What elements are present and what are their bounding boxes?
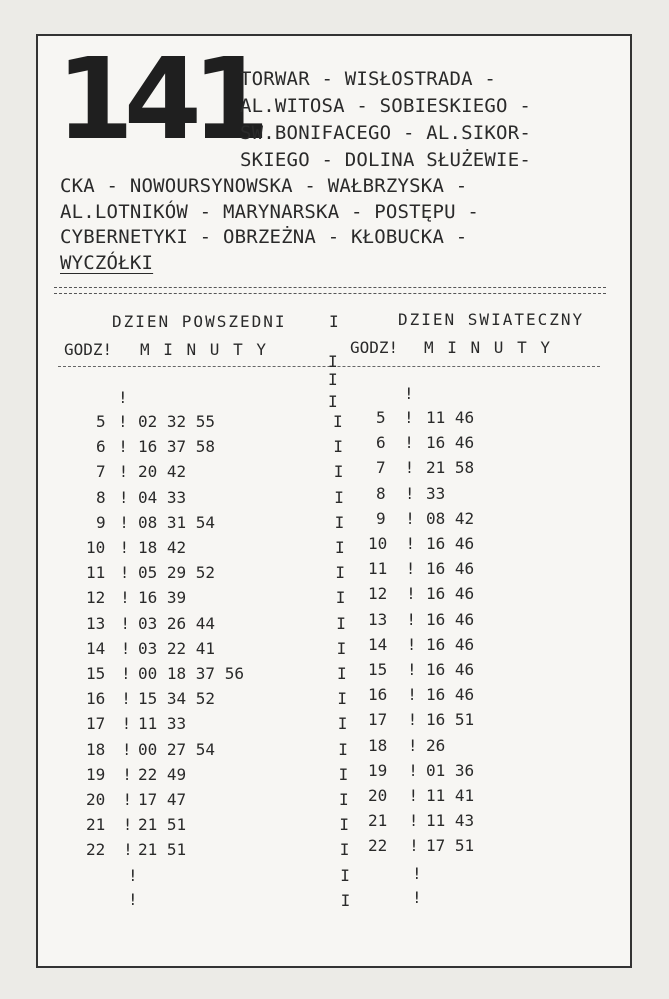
- weekday-hour: 6: [96, 437, 106, 457]
- separator-mark: I: [334, 487, 344, 507]
- weekday-hour: 7: [96, 462, 106, 482]
- holiday-bang: !: [407, 710, 418, 730]
- holiday-hour: 21: [368, 811, 388, 831]
- weekday-hour: 5: [96, 412, 106, 431]
- double-rule-bottom: [54, 293, 606, 294]
- stops-line: SKIEGO - DOLINA SŁUŻEWIE-: [240, 149, 531, 171]
- holiday-bang: !: [404, 483, 415, 503]
- weekday-minutes: 21 51: [138, 840, 187, 860]
- holiday-minutes: 16 46: [426, 559, 475, 579]
- holiday-title: DZIEN SWIATECZNY: [398, 310, 585, 329]
- holiday-minutes: 16 46: [426, 660, 475, 679]
- terminal-stop: WYCZÓŁKI: [60, 251, 154, 274]
- weekday-minutes: 04 33: [138, 487, 187, 507]
- holiday-bang: !: [412, 888, 422, 907]
- stops-line: AL.WITOSA - SOBIESKIEGO -: [240, 95, 531, 117]
- stops-line: SW.BONIFACEGO - AL.SIKOR-: [240, 122, 531, 144]
- holiday-minutes: 16 51: [426, 710, 475, 730]
- holiday-hour: 19: [368, 760, 388, 780]
- stops-line: AL.LOTNIKÓW - MARYNARSKA - POSTĘPU -: [60, 200, 480, 223]
- holiday-minutes: 01 36: [426, 760, 475, 780]
- weekday-hour: 11: [86, 563, 106, 583]
- weekday-hour: 9: [96, 512, 106, 532]
- holiday-minutes: 11 43: [426, 811, 475, 831]
- holiday-minutes: 16 46: [426, 685, 475, 705]
- separator-mark: I: [339, 840, 350, 860]
- weekday-minutes: 08 31 54: [138, 512, 216, 532]
- weekday-minutes: 03 22 41: [138, 638, 216, 658]
- separator-mark: I: [328, 392, 338, 411]
- holiday-hour: 10: [368, 534, 388, 553]
- weekday-minutes: 05 29 52: [138, 563, 216, 583]
- weekday-minutes: 16 39: [138, 588, 187, 608]
- holiday-bang: !: [408, 760, 418, 780]
- holiday-hour-label: GODZ!: [350, 338, 399, 357]
- separator-mark: I: [333, 412, 343, 431]
- separator-mark: I: [338, 739, 348, 759]
- holiday-bang: !: [412, 864, 422, 883]
- stops-line: CYBERNETYKI - OBRZEŻNA - KŁOBUCKA -: [60, 226, 468, 248]
- weekday-bang: !: [121, 714, 132, 734]
- weekday-minutes: 22 49: [138, 764, 187, 784]
- holiday-bang: !: [404, 384, 414, 403]
- separator-mark: I: [337, 664, 347, 683]
- weekday-bang: !: [118, 388, 128, 407]
- holiday-hour: 13: [368, 609, 388, 629]
- weekday-hour: 22: [86, 840, 106, 860]
- double-rule-top: [54, 287, 606, 288]
- holiday-bang: !: [409, 836, 419, 856]
- separator-mark: I: [335, 588, 346, 608]
- separator-mark: I: [328, 352, 338, 371]
- separator-mark: I: [337, 714, 348, 734]
- weekday-hour: 18: [86, 739, 106, 759]
- weekday-minutes: 20 42: [138, 462, 187, 482]
- holiday-hour: 11: [368, 559, 388, 579]
- weekday-hour-label: GODZ!: [64, 340, 113, 359]
- holiday-minutes: 21 58: [426, 458, 475, 478]
- weekday-bang: !: [118, 462, 129, 482]
- weekday-bang: !: [119, 512, 129, 532]
- holiday-bang: !: [406, 634, 417, 654]
- weekday-minutes: 03 26 44: [138, 613, 216, 633]
- holiday-minutes: 11 46: [426, 408, 475, 427]
- separator-mark: I: [333, 462, 344, 482]
- separator-mark: I: [340, 890, 351, 910]
- holiday-bang: !: [406, 584, 416, 604]
- holiday-bang: !: [404, 408, 414, 427]
- holiday-bang: !: [407, 685, 417, 705]
- weekday-bang: !: [121, 739, 132, 759]
- weekday-minutes: 00 18 37 56: [138, 664, 244, 683]
- weekday-bang: !: [122, 815, 133, 835]
- holiday-hour: 17: [368, 710, 388, 730]
- holiday-minutes: 17 51: [426, 836, 475, 856]
- holiday-hour: 14: [368, 634, 388, 654]
- holiday-hour: 12: [368, 584, 388, 604]
- weekday-bang: !: [118, 437, 128, 457]
- stops-line: TORWAR - WISŁOSTRADA -: [240, 68, 497, 90]
- holiday-hour: 20: [368, 786, 388, 805]
- weekday-bang: !: [120, 613, 131, 633]
- weekday-bang: !: [118, 412, 128, 431]
- holiday-hour: 18: [368, 735, 388, 755]
- separator-mark: I: [337, 689, 348, 709]
- weekday-bang: !: [123, 840, 133, 860]
- holiday-minutes: 16 46: [426, 534, 475, 553]
- holiday-bang: !: [404, 433, 414, 453]
- weekday-minutes: 02 32 55: [138, 412, 216, 431]
- weekday-hour: 10: [86, 538, 106, 557]
- weekday-minutes: 11 33: [138, 714, 187, 734]
- separator-mark: I: [336, 638, 347, 658]
- weekday-bang: !: [120, 588, 130, 608]
- weekday-bang: !: [121, 689, 131, 709]
- weekday-hour: 20: [86, 790, 106, 809]
- holiday-bang: !: [405, 534, 416, 553]
- holiday-minutes: 11 41: [426, 786, 475, 805]
- separator-mark: I: [338, 764, 349, 784]
- weekday-bang: !: [121, 664, 131, 683]
- weekday-title: DZIEN POWSZEDNI: [112, 312, 287, 331]
- holiday-minutes: 33: [426, 483, 446, 503]
- weekday-bang: !: [128, 890, 138, 909]
- holiday-minutes: 16 46: [426, 634, 475, 654]
- separator-mark: I: [328, 370, 338, 389]
- weekday-bang: !: [119, 538, 130, 557]
- weekday-bang: !: [118, 487, 129, 507]
- separator-mark: I: [333, 437, 344, 457]
- holiday-bang: !: [405, 559, 416, 579]
- weekday-minutes: 21 51: [138, 815, 187, 835]
- weekday-bang: !: [122, 764, 132, 784]
- weekday-hour: 15: [86, 664, 106, 683]
- holiday-minutes: 16 46: [426, 609, 475, 629]
- weekday-bang: !: [128, 866, 138, 885]
- holiday-bang: !: [404, 458, 415, 478]
- separator-mark: I: [335, 563, 346, 583]
- holiday-hour: 9: [376, 508, 386, 528]
- route-number: 141: [56, 35, 260, 165]
- separator-mark: I: [334, 512, 345, 532]
- weekday-bang: !: [122, 790, 133, 809]
- holiday-bang: !: [406, 609, 417, 629]
- separator-mark: I: [329, 312, 339, 331]
- weekday-hour: 8: [96, 487, 106, 507]
- separator-mark: I: [335, 538, 345, 557]
- holiday-hour: 8: [376, 483, 386, 503]
- weekday-bang: !: [119, 563, 130, 583]
- holiday-hour: 15: [368, 660, 388, 679]
- weekday-bang: !: [120, 638, 131, 658]
- holiday-hour: 5: [376, 408, 386, 427]
- holiday-hour: 22: [368, 836, 388, 856]
- weekday-minutes: 17 47: [138, 790, 187, 809]
- weekday-hour: 19: [86, 764, 106, 784]
- holiday-bang: !: [408, 786, 419, 805]
- holiday-bang: !: [407, 660, 417, 679]
- holiday-bang: !: [405, 508, 415, 528]
- route-stops-header: [240, 66, 630, 174]
- holiday-minutes: 08 42: [426, 508, 475, 528]
- holiday-minutes-label: M I N U T Y: [424, 338, 552, 357]
- holiday-bang: !: [407, 735, 418, 755]
- separator-mark: I: [339, 815, 350, 835]
- weekday-minutes: 00 27 54: [138, 739, 216, 759]
- holiday-minutes: 16 46: [426, 433, 475, 453]
- holiday-hour: 6: [376, 433, 386, 453]
- weekday-hour: 12: [86, 588, 106, 608]
- route-stops-body: [60, 174, 620, 276]
- separator-mark: I: [339, 790, 349, 809]
- holiday-hour: 7: [376, 458, 386, 478]
- weekday-hour: 16: [86, 689, 106, 709]
- separator-mark: I: [340, 865, 350, 885]
- weekday-minutes: 15 34 52: [138, 689, 216, 709]
- weekday-minutes: 18 42: [138, 538, 187, 557]
- weekday-hour: 17: [86, 714, 106, 734]
- weekday-hour: 14: [86, 638, 106, 658]
- holiday-minutes: 16 46: [426, 584, 475, 604]
- holiday-hour: 16: [368, 685, 388, 705]
- holiday-bang: !: [408, 811, 419, 831]
- weekday-hour: 13: [86, 613, 106, 633]
- weekday-hour: 21: [86, 815, 106, 835]
- separator-mark: I: [336, 613, 346, 633]
- weekday-minutes: 16 37 58: [138, 437, 216, 457]
- stops-line: CKA - NOWOURSYNOWSKA - WAŁBRZYSKA -: [60, 175, 468, 197]
- holiday-minutes: 26: [426, 735, 446, 755]
- weekday-minutes-label: M I N U T Y: [140, 340, 268, 359]
